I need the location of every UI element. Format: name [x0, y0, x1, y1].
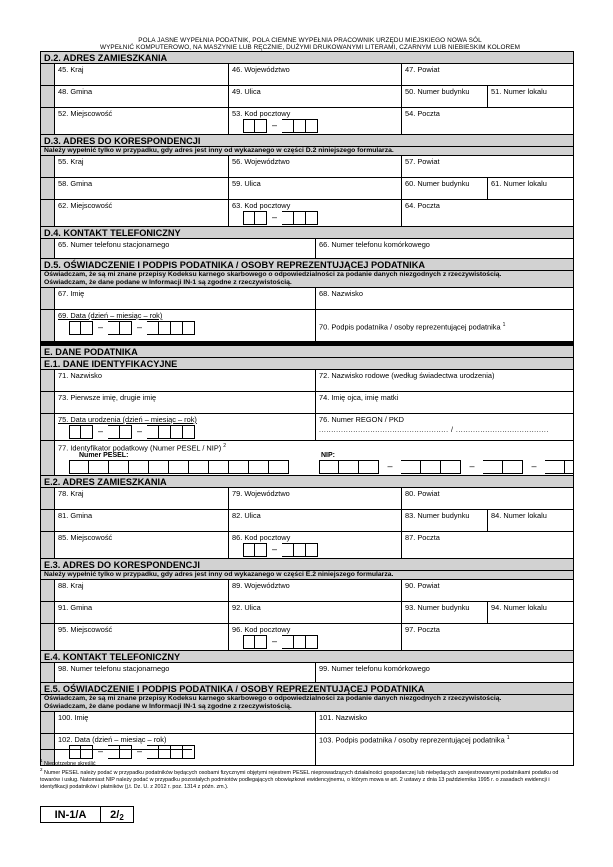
pesel-boxes[interactable]: [69, 460, 289, 474]
row-d3-3: [41, 200, 573, 227]
field-80[interactable]: 80. Powiat: [401, 488, 573, 509]
row-e1-4: [41, 441, 573, 476]
field-84[interactable]: 84. Numer lokalu: [487, 510, 573, 531]
header-line-2: WYPEŁNIĆ KOMPUTEROWO, NA MASZYNIE LUB RĘCZNIE, DUŻYMI DRUKOWANYMI LITERAMI, CZARNYM LUB NIEBIESKIM KOLOREM: [99, 44, 521, 51]
footnote-rule: [40, 749, 192, 750]
field-76-regon[interactable]: 76. Numer REGON / PKD ..................................................... / ......................................: [315, 414, 573, 440]
field-78[interactable]: 78. Kraj: [54, 488, 228, 509]
section-e3-title: E.3. ADRES DO KORESPONDENCJI: [41, 559, 573, 571]
field-96-postal-code[interactable]: 96. Kod pocztowy –: [228, 624, 401, 650]
field-75-birth-date[interactable]: 75. Data urodzenia (dzień – miesiąc – rok) – –: [54, 414, 315, 440]
field-64[interactable]: 64. Poczta: [401, 200, 573, 226]
field-79[interactable]: 79. Województwo: [228, 488, 401, 509]
field-89[interactable]: 89. Województwo: [228, 580, 401, 601]
field-102-date[interactable]: 102. Data (dzień – miesiąc – rok) – –: [54, 734, 315, 765]
nip-boxes[interactable]: – – –: [319, 460, 573, 474]
field-90[interactable]: 90. Powiat: [401, 580, 573, 601]
field-63-postal-code[interactable]: 63. Kod pocztowy –: [228, 200, 401, 226]
field-100[interactable]: 100. Imię: [54, 712, 315, 733]
field-88[interactable]: 88. Kraj: [54, 580, 228, 601]
row-d5-1: [41, 288, 573, 310]
field-73[interactable]: 73. Pierwsze imię, drugie imię: [54, 392, 315, 413]
field-95[interactable]: 95. Miejscowość: [54, 624, 228, 650]
section-e2-title: E.2. ADRES ZAMIESZKANIA: [41, 476, 573, 488]
section-e3-note: Należy wypełnić tylko w przypadku, gdy adres jest inny od wykazanego w części E.2 niniejszego formularza.: [41, 571, 573, 580]
field-49[interactable]: 49. Ulica: [228, 86, 401, 107]
field-69-date[interactable]: 69. Data (dzień – miesiąc – rok) – –: [54, 310, 315, 341]
field-52[interactable]: 52. Miejscowość: [54, 108, 228, 134]
row-e2-2: [41, 510, 573, 532]
section-d3-title: D.3. ADRES DO KORESPONDENCJI: [41, 135, 573, 147]
row-e3-3: [41, 624, 573, 651]
field-58[interactable]: 58. Gmina: [54, 178, 228, 199]
section-d3-note: Należy wypełnić tylko w przypadku, gdy adres jest inny od wykazanego w części D.2 niniejszego formularza.: [41, 147, 573, 156]
field-92[interactable]: 92. Ulica: [228, 602, 401, 623]
field-99[interactable]: 99. Numer telefonu komórkowego: [315, 663, 573, 682]
tax-form: [40, 51, 574, 766]
row-e3-2: [41, 602, 573, 624]
field-66[interactable]: 66. Numer telefonu komórkowego: [315, 239, 573, 258]
field-60[interactable]: 60. Numer budynku: [401, 178, 487, 199]
section-e5-note-2: Oświadczam, że dane podane w Informacji IN-1 są zgodne z rzeczywistością.: [41, 703, 573, 712]
field-59[interactable]: 59. Ulica: [228, 178, 401, 199]
section-e5-note-1: Oświadczam, że są mi znane przepisy Kodeksu karnego skarbowego o odpowiedzialności za podanie danych niezgodnych z rzeczywistością.: [41, 695, 573, 703]
field-81[interactable]: 81. Gmina: [54, 510, 228, 531]
form-code: IN-1/A: [41, 807, 101, 822]
page-footer-box: [40, 806, 134, 823]
field-71[interactable]: 71. Nazwisko: [54, 370, 315, 391]
field-83[interactable]: 83. Numer budynku: [401, 510, 487, 531]
pesel-label: Numer PESEL:: [79, 452, 129, 459]
row-e3-1: [41, 580, 573, 602]
field-57[interactable]: 57. Powiat: [401, 156, 573, 177]
field-101[interactable]: 101. Nazwisko: [315, 712, 573, 733]
page-number: 2/ 2: [110, 808, 124, 822]
field-47[interactable]: 47. Powiat: [401, 64, 573, 85]
field-46[interactable]: 46. Województwo: [228, 64, 401, 85]
section-d5-note-1: Oświadczam, że są mi znane przepisy Kodeksu karnego skarbowego o odpowiedzialności za podanie danych niezgodnych z rzeczywistością.: [41, 271, 573, 279]
row-e1-2: [41, 392, 573, 414]
field-98[interactable]: 98. Numer telefonu stacjonarnego: [54, 663, 315, 682]
row-d2-3: [41, 108, 573, 135]
nip-label: NIP:: [321, 452, 335, 459]
section-d4-title: D.4. KONTAKT TELEFONICZNY: [41, 227, 573, 239]
section-e-title: E. DANE PODATNIKA: [41, 346, 573, 358]
field-93[interactable]: 93. Numer budynku: [401, 602, 487, 623]
section-d5-title: D.5. OŚWIADCZENIE I PODPIS PODATNIKA / OSOBY REPREZENTUJĄCEJ PODATNIKA: [41, 259, 573, 271]
field-97[interactable]: 97. Poczta: [401, 624, 573, 650]
row-e4: [41, 663, 573, 683]
field-74[interactable]: 74. Imię ojca, imię matki: [315, 392, 573, 413]
field-55[interactable]: 55. Kraj: [54, 156, 228, 177]
section-e4-title: E.4. KONTAKT TELEFONICZNY: [41, 651, 573, 663]
row-e1-1: [41, 370, 573, 392]
field-82[interactable]: 82. Ulica: [228, 510, 401, 531]
field-51[interactable]: 51. Numer lokalu: [487, 86, 573, 107]
row-e1-3: [41, 414, 573, 441]
field-70-signature[interactable]: 70. Podpis podatnika / osoby reprezentującej podatnika $^1$: [315, 310, 573, 341]
field-86-postal-code[interactable]: 86. Kod pocztowy –: [228, 532, 401, 558]
row-d3-2: [41, 178, 573, 200]
footnote-1: $^1$ Niepotrzebne skreślić: [40, 758, 96, 767]
field-53-postal-code[interactable]: 53. Kod pocztowy –: [228, 108, 401, 134]
field-94[interactable]: 94. Numer lokalu: [487, 602, 573, 623]
field-91[interactable]: 91. Gmina: [54, 602, 228, 623]
row-d5-2: [41, 310, 573, 341]
row-e2-1: [41, 488, 573, 510]
field-68[interactable]: 68. Nazwisko: [315, 288, 573, 309]
field-48[interactable]: 48. Gmina: [54, 86, 228, 107]
field-62[interactable]: 62. Miejscowość: [54, 200, 228, 226]
section-d5-note-2: Oświadczam, że dane podane w Informacji IN-1 są zgodne z rzeczywistością.: [41, 279, 573, 288]
field-87[interactable]: 87. Poczta: [401, 532, 573, 558]
footnote-2: $^2$ Numer PESEL należy podać w przypadku podatników będących osobami fizycznymi objętymi rejestrem PESEL nieprowadzących działalności gospodarczej lub niebędących zarejestrowanymi podatnikami podatku od towarów i usług. Natomiast NIP należy podać w przypadku pozostałych podmiotów podlegających obowiązkowi ewidencyjnemu, o którym mowa w art. 2 ustawy z dnia 13 października 1995 r. o zasadach ewidencji i identyfikacji podatników i płatników (j.t. Dz. U. z 2012 r. poz. 1314 z późn. zm.).: [40, 767, 559, 790]
section-e1-title: E.1. DANE IDENTYFIKACYJNE: [41, 358, 573, 370]
field-67[interactable]: 67. Imię: [54, 288, 315, 309]
field-54[interactable]: 54. Poczta: [401, 108, 573, 134]
field-77-tax-id[interactable]: 77. Identyfikator podatkowy (Numer PESEL / NIP) $^2$ Numer PESEL: NIP: – – –: [54, 441, 573, 475]
row-d3-1: [41, 156, 573, 178]
field-72[interactable]: 72. Nazwisko rodowe (według świadectwa urodzenia): [315, 370, 573, 391]
field-85[interactable]: 85. Miejscowość: [54, 532, 228, 558]
field-103-signature[interactable]: 103. Podpis podatnika / osoby reprezentującej podatnika $^1$: [315, 734, 573, 765]
field-50[interactable]: 50. Numer budynku: [401, 86, 487, 107]
row-d4: [41, 239, 573, 259]
section-d2-title: D.2. ADRES ZAMIESZKANIA: [41, 52, 573, 64]
header-line-1: POLA JASNE WYPEŁNIA PODATNIK, POLA CIEMNE WYPEŁNIA PRACOWNIK URZĘDU MIEJSKIEGO NOWA SÓL: [138, 37, 482, 44]
row-e5-1: [41, 712, 573, 734]
row-e2-3: [41, 532, 573, 559]
section-e5-title: E.5. OŚWIADCZENIE I PODPIS PODATNIKA / OSOBY REPREZENTUJĄCEJ PODATNIKA: [41, 683, 573, 695]
field-65[interactable]: 65. Numer telefonu stacjonarnego: [54, 239, 315, 258]
row-d2-1: [41, 64, 573, 86]
field-45[interactable]: 45. Kraj: [54, 64, 228, 85]
field-61[interactable]: 61. Numer lokalu: [487, 178, 573, 199]
row-d2-2: [41, 86, 573, 108]
field-56[interactable]: 56. Województwo: [228, 156, 401, 177]
